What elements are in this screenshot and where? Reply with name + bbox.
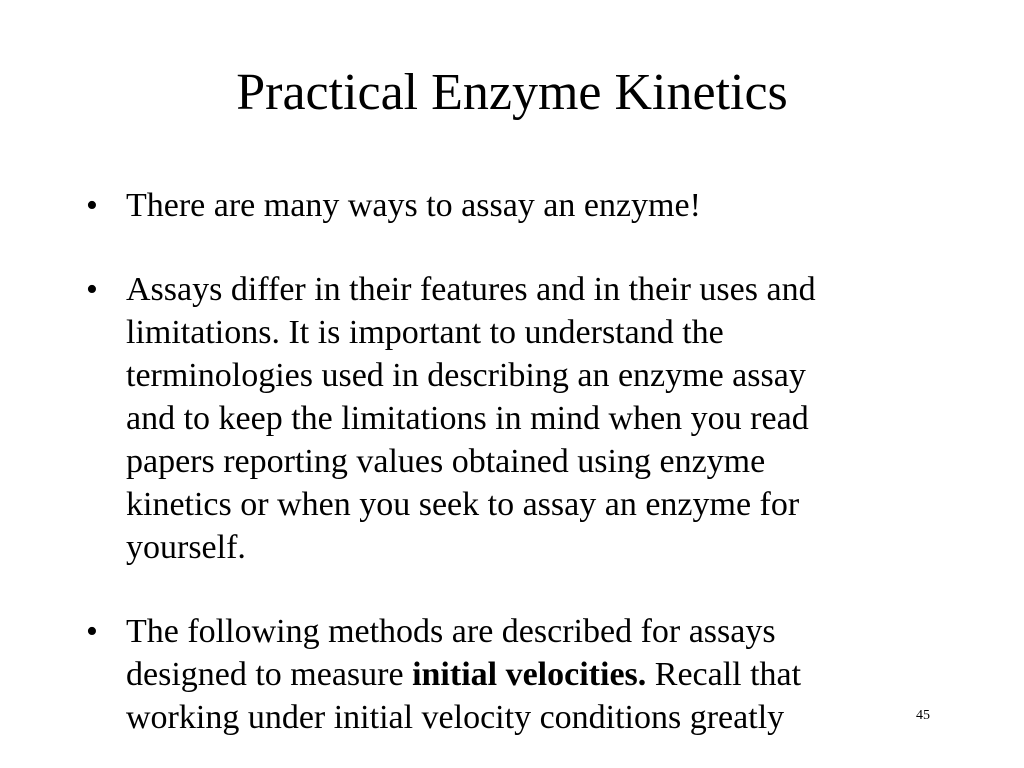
bullet-list	[86, 184, 946, 739]
bullet-item	[86, 268, 946, 569]
bullet-text-prefix: designed to measure	[126, 656, 413, 693]
bullet-text-line: The following methods are described for assays	[126, 613, 776, 650]
bold-term: initial velocities.	[412, 656, 647, 693]
slide-number: 45	[916, 708, 930, 723]
bullet-text-line	[126, 653, 946, 696]
bullet-icon: •	[86, 613, 98, 650]
slide-title: Practical Enzyme Kinetics	[236, 64, 788, 121]
bullet-text-line: kinetics or when you seek to assay an enzyme for	[126, 486, 800, 523]
bullet-text-line: papers reporting values obtained using enzyme	[126, 443, 766, 480]
bullet-text-line: terminologies used in describing an enzyme assay	[126, 357, 806, 394]
bullet-icon: •	[86, 187, 98, 224]
bullet-text-line: yourself.	[126, 529, 246, 566]
bullet-text-line: and to keep the limitations in mind when you read	[126, 400, 809, 437]
bullet-text-line: Assays differ in their features and in their uses and	[126, 271, 816, 308]
bullet-text-line: limitations. It is important to understand the	[126, 314, 724, 351]
bullet-icon: •	[86, 271, 98, 308]
bullet-item	[86, 184, 946, 227]
bullet-text-line: working under initial velocity conditions greatly	[126, 699, 785, 736]
bullet-text-suffix: Recall that	[646, 656, 802, 693]
bullet-text: There are many ways to assay an enzyme!	[126, 187, 701, 224]
bullet-item	[86, 610, 946, 739]
